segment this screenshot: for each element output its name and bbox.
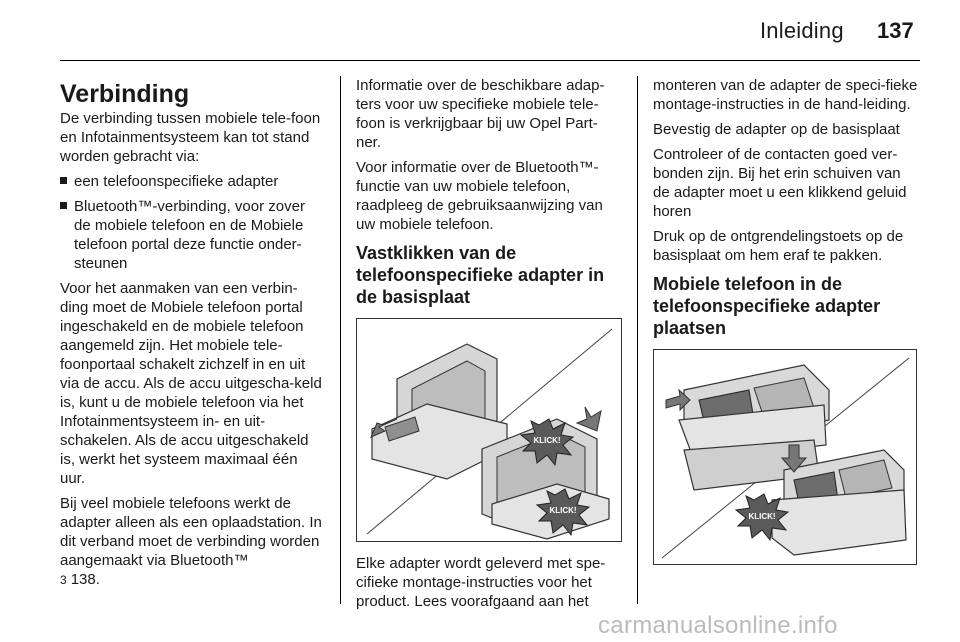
intro-paragraph: De verbinding tussen mobiele tele-foon en Infotainmentsysteem kan tot stand worden gebracht via: (60, 110, 321, 165)
click-label: KLICK! (748, 512, 776, 521)
body-paragraph: Voor het aanmaken van een verbin-ding moet de Mobiele telefoon portal ingeschakeld en de mobiele telefoon aangemeld zijn. Het mobiele tele-foonportaal schakelt zichzelf in en uit via de accu. Als de accu uitgescha-keld is, kunt u de mobiele telefoon via het Infotainmentsysteem in- en uit-schakelen. Als de accu uitgeschakeld is, werkt het systeem maximaal één uur. (60, 280, 322, 487)
column-2 (356, 76, 622, 617)
square-bullet-icon (60, 202, 67, 209)
click-label-2: KLICK! (549, 506, 577, 515)
body-paragraph: monteren van de adapter de speci-fieke montage-instructies in de hand-leiding. (653, 77, 918, 113)
column-3 (653, 76, 920, 577)
list-item (60, 172, 325, 191)
click-label-1: KLICK! (533, 436, 561, 445)
body-paragraph: Druk op de ontgrendelingstoets op de basisplaat om hem eraf te pakken. (653, 228, 904, 264)
body-paragraph: Controleer of de contacten goed ver-bonden zijn. Bij het erin schuiven van de adapter moet u een klikkend geluid horen (653, 146, 907, 220)
section-heading-mobiele-telefoon: Mobiele telefoon in de telefoonspecifieke adapter plaatsen (653, 274, 881, 338)
phone-adapter-svg (654, 350, 916, 564)
running-header-title: Inleiding (760, 18, 844, 43)
body-paragraph: Voor informatie over de Bluetooth™-functie van uw mobiele telefoon, raadpleeg de gebruiksaanwijzing van uw mobiele telefoon. (356, 159, 603, 233)
list-item-text: Bluetooth™-verbinding, voor zover de mobiele telefoon en de Mobiele telefoon portal deze functie onder-steunen (74, 198, 305, 272)
column-divider-2 (637, 76, 638, 604)
connection-options-list (60, 172, 325, 273)
section-heading-vastklikken: Vastklikken van de telefoonspecifieke adapter in de basisplaat (356, 243, 605, 307)
header-rule (60, 60, 920, 61)
body-text: Bij veel mobiele telefoons werkt de adapter alleen als een oplaadstation. In dit verband moet de verbinding worden aangemaakt via Bluetooth™ (60, 495, 322, 569)
page-number: 137 (877, 18, 914, 43)
adapter-click-illustration (356, 318, 622, 542)
list-item (60, 197, 325, 273)
body-paragraph: Bevestig de adapter op de basisplaat (653, 121, 900, 138)
section-heading-verbinding: Verbinding (60, 80, 190, 108)
adapter-base-plate-svg (357, 319, 621, 541)
body-paragraph (60, 494, 325, 590)
body-paragraph: Elke adapter wordt geleverd met spe-cifieke montage-instructies voor het product. Lees voorafgaand aan het (356, 555, 606, 610)
phone-insert-illustration (653, 349, 917, 565)
list-item-text: een telefoonspecifieke adapter (74, 173, 279, 190)
watermark-text: carmanualsonline.info (598, 612, 838, 639)
arrow-reference-icon: 3 (60, 573, 67, 587)
body-paragraph: Informatie over de beschikbare adap-ters voor uw specifieke mobiele tele-foon is verkrijgbaar bij uw Opel Part-ner. (356, 77, 605, 151)
column-divider-1 (340, 76, 341, 604)
column-1 (60, 76, 325, 596)
page-reference-link[interactable]: 138. (70, 571, 100, 588)
square-bullet-icon (60, 177, 67, 184)
